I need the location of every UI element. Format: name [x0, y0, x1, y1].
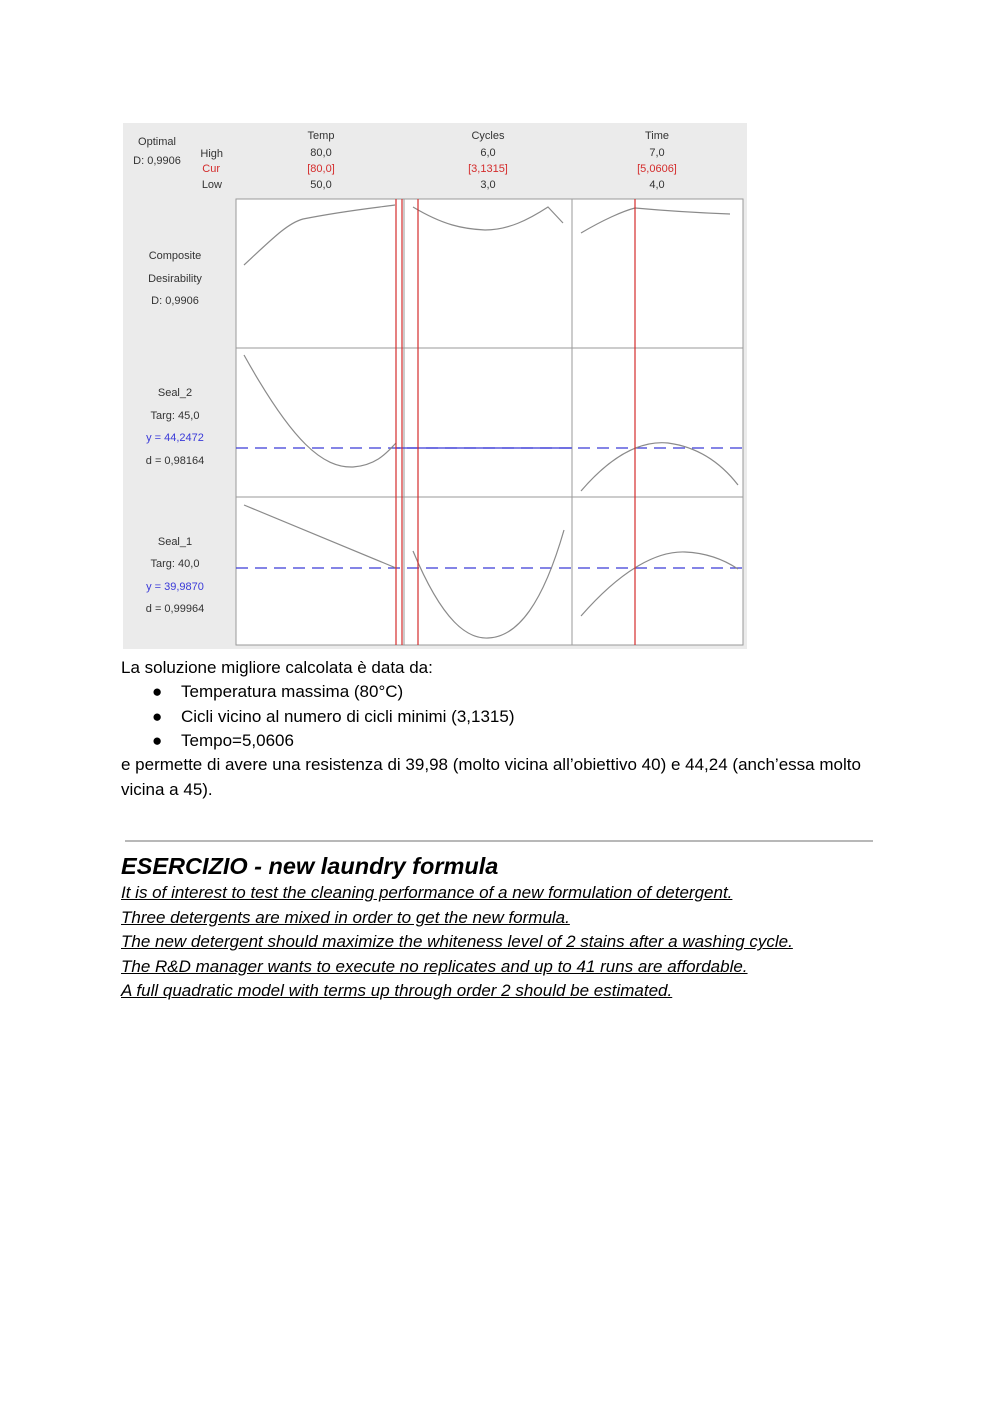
bullet-icon: ●: [152, 706, 163, 726]
composite-label-3: D: 0,9906: [151, 295, 199, 307]
seal2-label-2: Targ: 45,0: [150, 410, 200, 422]
list-item: [121, 705, 515, 730]
seal1-y: y = 39,9870: [146, 581, 204, 593]
row-label-cur: Cur: [202, 163, 220, 175]
seal2-label-1: Seal_2: [157, 387, 193, 399]
seal2-d: d = 0,98164: [145, 455, 205, 467]
factor-cycles-low: 3,0: [480, 179, 496, 191]
factor-cycles-name: Cycles: [471, 130, 505, 142]
factor-time-cur: [5,0606]: [637, 163, 677, 175]
solution-list: [121, 680, 515, 754]
seal2-y: y = 44,2472: [146, 432, 204, 444]
seal1-label-2: Targ: 40,0: [150, 558, 200, 570]
factor-temp-name: Temp: [307, 130, 335, 142]
exercise-line: It is of interest to test the cleaning performance of a new formulation of detergent.: [121, 883, 733, 902]
exercise-line: The new detergent should maximize the whiteness level of 2 stains after a washing cycle.: [121, 932, 793, 952]
list-item: [121, 729, 515, 754]
optimal-label: Optimal: [138, 136, 176, 148]
seal1-d: d = 0,99964: [145, 603, 205, 615]
horizontal-rule: [125, 840, 873, 842]
list-item-text: Tempo=5,0606: [181, 731, 294, 750]
composite-label-1: Composite: [148, 250, 202, 262]
factor-time-name: Time: [644, 130, 670, 142]
list-item: [121, 680, 515, 705]
factor-time-high: 7,0: [649, 147, 665, 159]
list-item-text: Cicli vicino al numero di cicli minimi (3,1315): [181, 706, 515, 726]
bullet-icon: ●: [152, 682, 163, 701]
exercise-description: [121, 881, 793, 1004]
optimal-d: D: 0,9906: [133, 155, 181, 167]
row-label-high: High: [200, 148, 223, 160]
seal1-label-1: Seal_1: [157, 536, 193, 548]
exercise-line: The R&D manager wants to execute no replicates and up to 41 runs are affordable.: [121, 956, 748, 976]
list-item-text: Temperatura massima (80°C): [181, 682, 404, 701]
factor-temp-high: 80,0: [310, 147, 332, 159]
factor-temp-low: 50,0: [310, 179, 332, 191]
exercise-line: A full quadratic model with terms up through order 2 should be estimated.: [121, 981, 673, 1001]
exercise-title: ESERCIZIO - new laundry formula: [121, 853, 499, 879]
factor-time-low: 4,0: [649, 179, 665, 191]
factor-temp-cur: [80,0]: [307, 163, 335, 175]
composite-label-2: Desirability: [148, 273, 202, 285]
optimization-plot: [123, 123, 747, 649]
factor-cycles-cur: [3,1315]: [468, 163, 508, 175]
conclusion-text: e permette di avere una resistenza di 39,98 (molto vicina all’obiettivo 40) e 44,24 (anch’essa molto vicina a 45).: [121, 755, 861, 799]
bullet-icon: ●: [152, 731, 163, 750]
plot-area: [236, 199, 743, 645]
row-label-low: Low: [201, 179, 222, 191]
intro-text: La soluzione migliore calcolata è data da:: [121, 658, 433, 677]
factor-cycles-high: 6,0: [480, 147, 496, 159]
exercise-line: Three detergents are mixed in order to get the new formula.: [121, 907, 570, 927]
